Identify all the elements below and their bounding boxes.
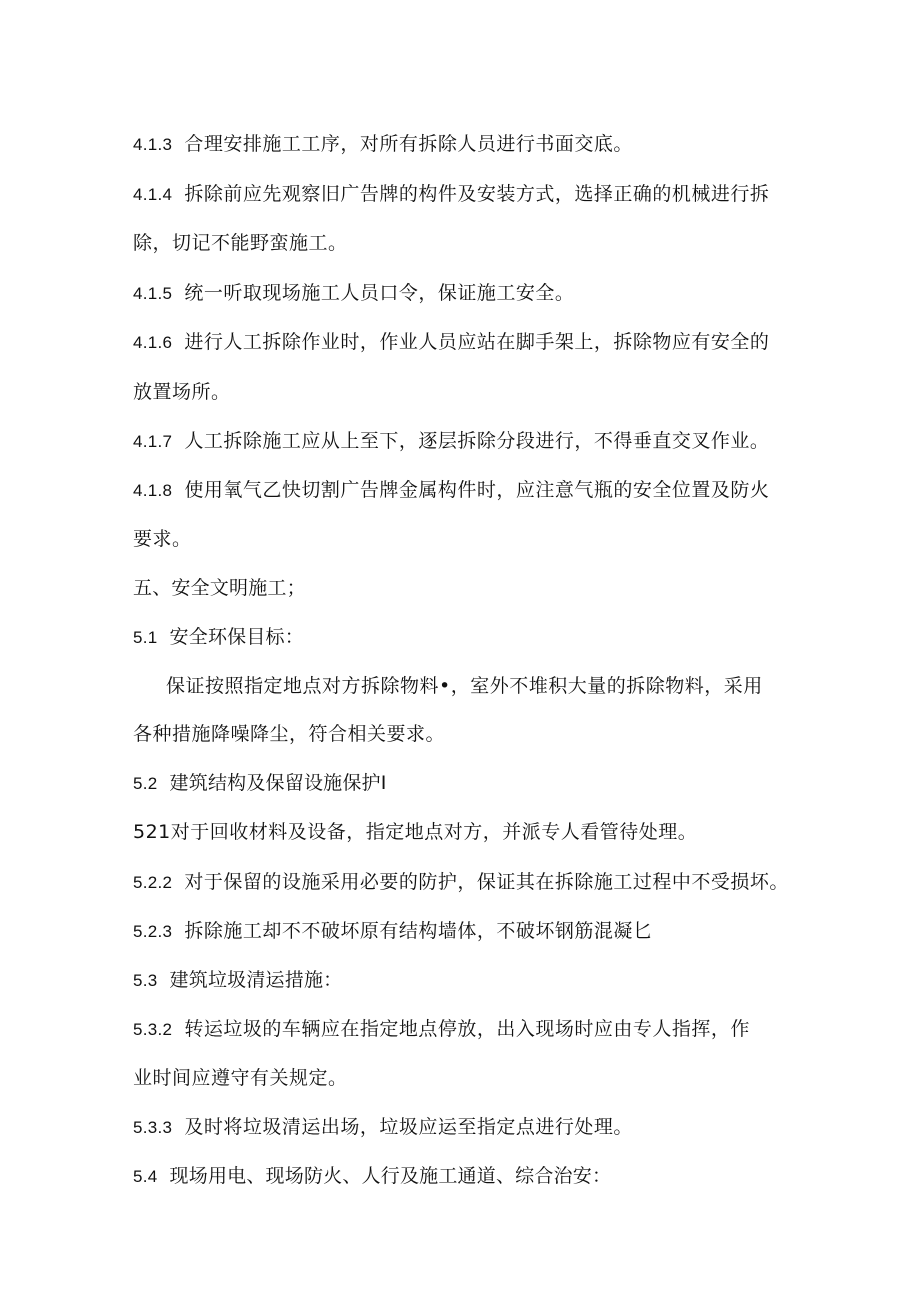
paragraph-text: 各种措施降噪降尘，符合相关要求。 — [133, 723, 446, 745]
section-5-heading — [133, 576, 306, 600]
clause-4-1-8 — [133, 478, 769, 503]
clause-text: 521对于回收材料及设备，指定地点对方，并派专人看管待处理。 — [133, 821, 698, 843]
clause-text: 对于保留的设施采用必要的防护，保证其在拆除施工过程中不受损坏。 — [184, 871, 789, 893]
clause-4-1-6 — [133, 330, 769, 355]
clause-number: 5.2.3 — [133, 922, 173, 941]
clause-5-2-2 — [133, 870, 789, 895]
clause-text: 建筑结构及保留设施保护I — [169, 772, 387, 794]
clause-text: 建筑垃圾清运措施： — [169, 969, 343, 991]
clause-4-1-8-continued — [133, 527, 192, 551]
paragraph-text: 保证按照指定地点对方拆除物料•，室外不堆积大量的拆除物料，采用 — [166, 675, 763, 697]
clause-5-1 — [133, 625, 304, 650]
clause-number: 5.1 — [133, 628, 158, 647]
clause-5-2-1 — [133, 820, 697, 844]
clause-text: 转运垃圾的车辆应在指定地点停放，出入现场时应由专人指挥，作 — [184, 1018, 750, 1040]
section-title: 五、安全文明施工； — [133, 577, 306, 599]
clause-5-3-3 — [133, 1115, 633, 1140]
clause-text: 现场用电、现场防火、人行及施工通道、综合治安： — [169, 1165, 612, 1187]
clause-text: 业时间应遵守有关规定。 — [133, 1067, 348, 1089]
clause-text: 使用氧气乙快切割广告牌金属构件时，应注意气瓶的安全位置及防火 — [184, 479, 770, 501]
clause-4-1-4-continued — [133, 231, 348, 255]
clause-number: 5.3.3 — [133, 1118, 173, 1137]
clause-text: 拆除施工却不不破坏原有结构墙体，不破坏钢筋混凝匕 — [184, 920, 653, 942]
clause-text: 进行人工拆除作业时，作业人员应站在脚手架上，拆除物应有安全的 — [184, 331, 770, 353]
clause-text: 拆除前应先观察旧广告牌的构件及安装方式，选择正确的机械进行拆 — [184, 183, 770, 205]
clause-5-2 — [133, 771, 387, 796]
clause-number: 4.1.8 — [133, 481, 173, 500]
clause-number: 4.1.5 — [133, 284, 173, 303]
clause-text: 要求。 — [133, 528, 192, 550]
clause-text: 安全环保目标： — [169, 626, 304, 648]
clause-number: 4.1.3 — [133, 135, 173, 154]
clause-number: 4.1.7 — [133, 432, 173, 451]
clause-text: 放置场所。 — [133, 381, 231, 403]
clause-4-1-4 — [133, 182, 769, 207]
clause-5-3 — [133, 968, 342, 993]
clause-text: 合理安排施工工序，对所有拆除人员进行书面交底。 — [184, 133, 633, 155]
clause-number: 4.1.4 — [133, 185, 173, 204]
clause-5-2-3 — [133, 919, 652, 944]
clause-text: 统一听取现场施工人员口令，保证施工安全。 — [184, 282, 575, 304]
clause-4-1-7 — [133, 429, 769, 454]
paragraph-5-1 — [166, 674, 763, 698]
clause-text: 人工拆除施工应从上至下，逐层拆除分段进行，不得垂直交叉作业。 — [184, 430, 770, 452]
clause-number: 4.1.6 — [133, 333, 173, 352]
clause-4-1-3 — [133, 132, 633, 157]
clause-text: 除，切记不能野蛮施工。 — [133, 232, 348, 254]
clause-5-3-2-continued — [133, 1066, 348, 1090]
clause-text: 及时将垃圾清运出场，垃圾应运至指定点进行处理。 — [184, 1116, 633, 1138]
clause-5-3-2 — [133, 1017, 750, 1042]
clause-number: 5.4 — [133, 1167, 158, 1186]
clause-4-1-5 — [133, 281, 574, 306]
clause-5-4 — [133, 1164, 611, 1189]
clause-number: 5.2 — [133, 774, 158, 793]
clause-number: 5.3.2 — [133, 1020, 173, 1039]
clause-number: 5.3 — [133, 971, 158, 990]
paragraph-5-1-continued — [133, 722, 445, 746]
clause-4-1-6-continued — [133, 380, 231, 404]
clause-number: 5.2.2 — [133, 873, 173, 892]
